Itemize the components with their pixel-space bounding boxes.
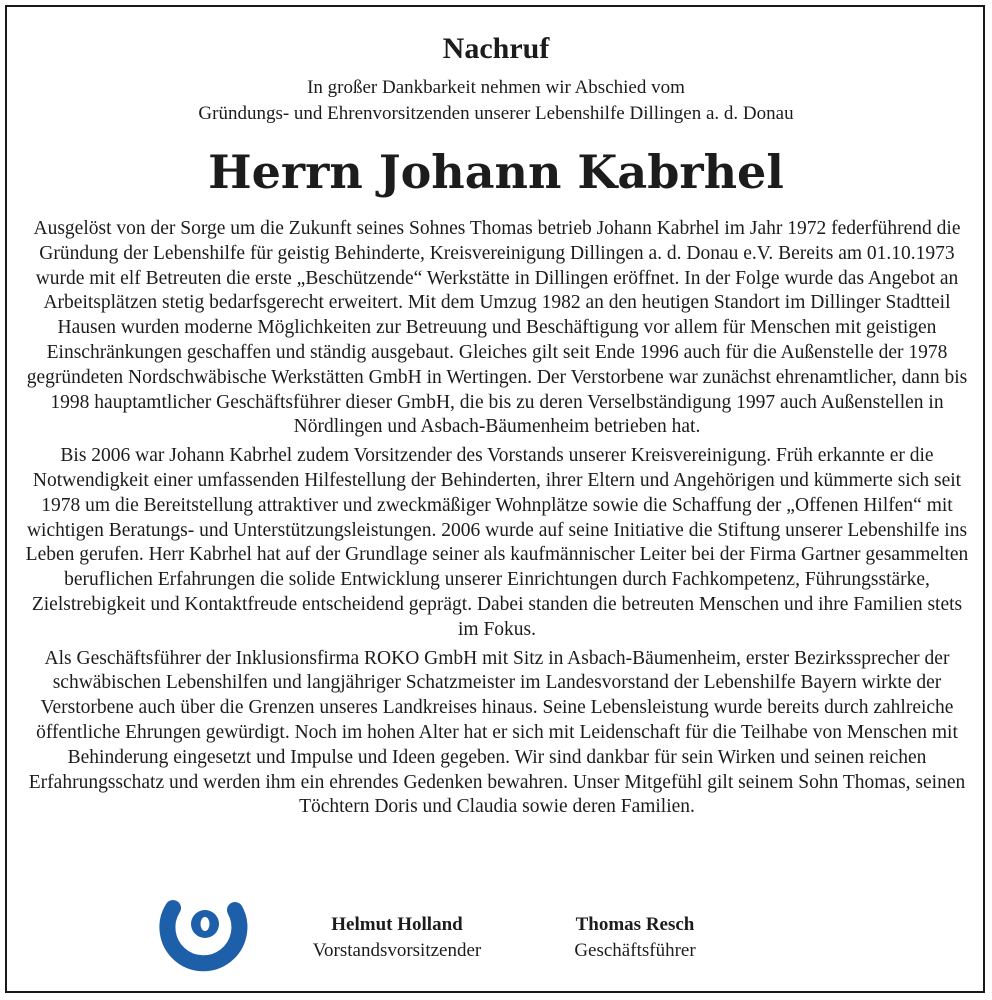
obituary-body [22,217,972,824]
signature-name: Helmut Holland [331,914,463,935]
intro-line-2: Gründungs- und Ehrenvorsitzenden unserer Lebenshilfe Dillingen a. d. Donau [198,103,794,124]
paragraph-1: Ausgelöst von der Sorge um die Zukunft seines Sohnes Thomas betrieb Johann Kabrhel im Jahr 1972 federführend die Gründung der Lebenshilfe für geistig Behinderte, Kreisvereinigung Dillingen a. d. Donau e.V. Bereits am 01.10.1973 wurde mit elf Betreuten die erste „Beschützende“ Werkstätte in Dillingen eröffnet. In der Folge wurde das Angebot an Arbeitsplätzen stetig bedarfsgerecht erweitert. Mit dem Umzug 1982 an den heutigen Standort im Dillinger Stadtteil Hausen wurden moderne Möglichkeiten zur Betreuung und Beschäftigung vor allem für Menschen mit geistigen Einschränkungen geschaffen und ständig ausgebaut. Gleiches gilt seit Ende 1996 auch für die Außenstelle der 1978 gegründeten Nordschwäbische Werkstätten GmbH in Wertingen. Der Verstorbene war zunächst ehrenamtlicher, dann bis 1998 hauptamtlicher Geschäftsführer dieser GmbH, die bis zu deren Verselbständigung 1997 auch Außenstellen in Nördlingen und Asbach-Bäumenheim betrieben hat. [26,218,968,438]
intro-line-1: In großer Dankbarkeit nehmen wir Abschied vom [307,77,685,98]
signature-director [540,912,730,964]
signature-role: Geschäftsführer [574,940,696,961]
signature-role: Vorstandsvorsitzender [312,940,482,961]
paragraph-3: Als Geschäftsführer der Inklusionsfirma ROKO GmbH mit Sitz in Asbach-Bäumenheim, erster Bezirkssprecher der schwäbischen Lebenshilfen und langjähriger Schatzmeister im Landesvorstand der Lebenshilfe Bayern wirkte der Verstorbene auch über die Grenzen unseres Landkreises hinaus. Seine Lebensleistung wurde bereits durch zahlreiche öffentliche Ehrungen gewürdigt. Noch im hohen Alter hat er sich mit Leidenschaft für die Teilhabe von Menschen mit Behinderung eingesetzt und Impulse und Ideen gegeben. Wir sind dankbar für sein Wirken und seinen reichen Erfahrungsschatz und werden ihm ein ehrendes Gedenken bewahren. Unser Mitgefühl gilt seinem Sohn Thomas, seinen Töchtern Doris und Claudia sowie deren Familien. [28,647,966,818]
signature-chairman [292,912,502,964]
intro-text [0,75,992,127]
signature-name: Thomas Resch [575,914,695,935]
paragraph-2: Bis 2006 war Johann Kabrhel zudem Vorsitzender des Vorstands unserer Kreisvereinigung. Früh erkannte er die Notwendigkeit einer umfassenden Hilfestellung der Behinderten, ihrer Eltern und Angehörigen und kümmerte sich seit 1978 um die Bereitstellung attraktiver und zweckmäßiger Wohnplätze sowie die Schaffung der „Offenen Hilfen“ mit wichtigen Beratungs- und Unterstützungsleistungen. 2006 wurde auf seine Initiative die Stiftung unserer Lebenshilfe ins Leben gerufen. Herr Kabrhel hat auf der Grundlage seiner als kaufmännischer Leiter bei der Firma Gartner gesammelten beruflichen Erfahrungen die solide Entwicklung unserer Einrichtungen durch Fachkompetenz, Führungsstärke, Zielstrebigkeit und Kontaktfreude entscheidend geprägt. Dabei standen die betreuten Menschen und ihre Familien stets im Fokus. [25,445,969,640]
obituary-title: Nachruf [442,32,550,65]
deceased-name: Herrn Johann Kabrhel [208,145,784,199]
lebenshilfe-logo-icon [153,880,253,980]
